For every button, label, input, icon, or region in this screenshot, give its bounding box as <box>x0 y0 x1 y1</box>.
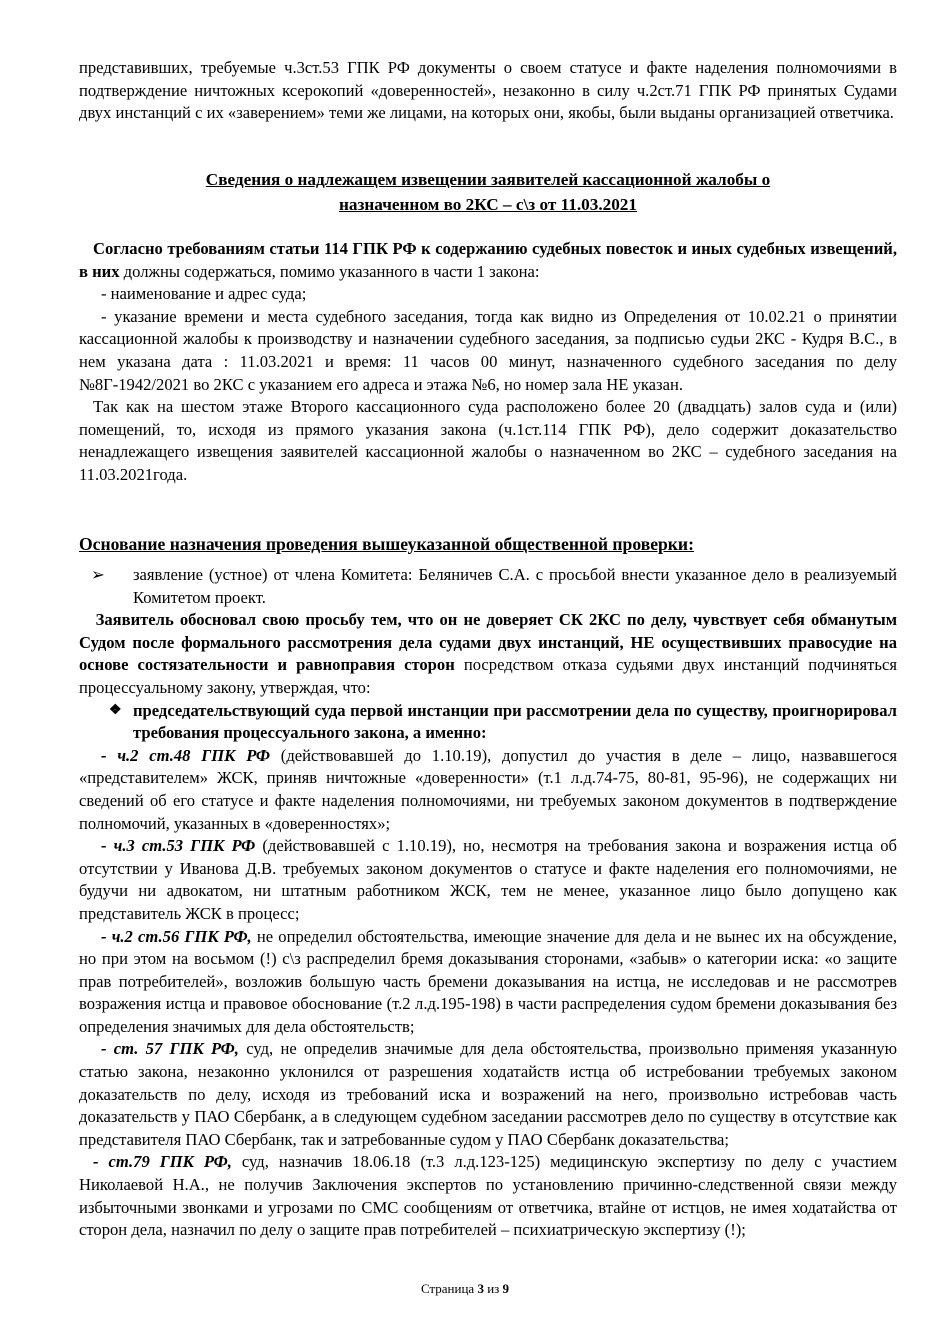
footer-page-number: 3 <box>477 1281 484 1296</box>
heading-notice <box>79 167 897 217</box>
violation-text: не определил обстоятельства, имеющие значение для дела и не вынес их на обсуждение, но при этом на восьмом (!) с\з распределил бремя доказывания сторонами, «забыв» о категории иска: «о защите прав потребителей», возложив большую часть бремени доказывания на истца, не исследовав и не рассмотрев возражения истца и правовое обоснование (т.2 л.д.195-198) в части распределения судом бремени доказывания без определения значимых для дела обстоятельств; <box>79 926 897 1036</box>
basis-claim-rest: посредством отказа судьями двух инстанций подчиняться процессуальному закону, утверждая, что: <box>79 655 897 697</box>
violation-text: (действовавшей до 1.10.19), допустил до участия в деле – лицо, назвавшегося «представителем» ЖСК, приняв ничтожные «доверенности» (т.1 л.д.74-75, 80-81, 95-96), не содержащих ни сведений об его статусе и факте наделения полномочиями, ни требуемых законом документов в подтверждение полномочий, указанных в «доверенностях»; <box>79 745 897 833</box>
violation-item: - ч.2 ст.56 ГПК РФ, не определил обстоятельства, имеющие значение для дела и не вынес их на обсуждение, но при этом на восьмом (!) с\з распределил бремя доказывания сторонами, «забыв» о категории иска: «о защите прав потребителей», возложив большую часть бремени доказывания на истца, не исследовав и не рассмотрев возражения истца и правовое обоснование (т.2 л.д.195-198) в части распределения судом бремени доказывания без определения значимых для дела обстоятельств; <box>79 926 897 1036</box>
arrow-bullet-icon: ➢ <box>91 565 105 584</box>
basis-arrow-text: заявление (устное) от члена Комитета: Беляничев С.А. с просьбой внести указанное дело в реализуемый Комитетом проект. <box>133 565 897 607</box>
basis-diamond-text: председательствующий суда первой инстанции при рассмотрении дела по существу, проигнорировал требования процессуального закона, а именно: <box>133 700 897 743</box>
diamond-bullet-icon: ❖ <box>109 702 122 718</box>
notice-conclusion: Так как на шестом этаже Второго кассационного суда расположено более 20 (двадцать) залов суда и (или) помещений, то, исходя из прямого указания закона (ч.1ст.114 ГПК РФ), дело содержит доказательство ненадлежащего извещения заявителей кассационной жалобы о назначенном во 2КС – судебного заседания на 11.03.2021года. <box>79 397 897 484</box>
violation-ref: ч.2 ст.48 ГПК РФ <box>117 745 271 765</box>
basis-claim-bold: Заявитель обосновал свою просьбу тем, что он не доверяет СК 2КС по делу, чувствует себя обманутым Судом после формального рассмотрения дела судами двух инстанций, НЕ осуществившиx правосудие на основе состязательности и равноправия сторон <box>79 610 897 675</box>
section-basis-body <box>79 564 897 1242</box>
intro-paragraph <box>79 57 897 125</box>
intro-paragraph-text: представивших, требуемые ч.3ст.53 ГПК РФ документы о своем статусе и факте наделения полномочиями в подтверждение ничтожных ксерокопий «доверенностей», незаконно в силу ч.2ст.71 ГПК РФ принятых Судами двух инстанций с их «заверением» теми же лицами, на которых они, якобы, были выданы организацией ответчика. <box>79 58 897 123</box>
basis-claim <box>79 609 897 699</box>
basis-diamond-item <box>109 700 897 745</box>
violation-item: - ст. 57 ГПК РФ, суд, не определив значимые для дела обстоятельства, произвольно применяя указанную статью закона, незаконно уклонился от разрешения ходатайств истца об истребовании требуемых законом доказательств по делу, исходя из требований иска и возражений на него, произвольно истребовав часть доказательств у ПАО Сбербанк, а в следующем судебном заседании рассмотрев дело по существу в отсутствие как представителя ПАО Сбербанк, так и затребованные судом у ПАО Сбербанк доказательства; <box>79 1039 897 1149</box>
violation-ref: ст. 57 ГПК РФ, <box>113 1039 239 1059</box>
notice-item-time: - указание времени и места судебного заседания, тогда как видно из Определения от 10.02.21 о принятии кассационной жалобы к производству и назначении судебного заседания, за подписью судьи 2КС - Кудря В.С., в нем указана дата : 11.03.2021 и время: 11 часов 00 минут, назначенного судебного заседания по делу №8Г-1942/2021 во 2КС с указанием его адреса и этажа №6, но номер зала НЕ указан. <box>79 306 897 394</box>
notice-item-court: - наименование и адрес суда; <box>101 284 307 304</box>
violation-ref: ч.3 ст.53 ГПК РФ <box>113 836 256 856</box>
footer-sep: из <box>483 1281 503 1296</box>
violation-ref: ч.2 ст.56 ГПК РФ, <box>111 926 252 946</box>
heading-notice-line2: назначенном во 2КС – с\з от 11.03.2021 <box>338 195 637 214</box>
violation-text: суд, не определив значимые для дела обстоятельства, произвольно применяя указанную статью закона, незаконно уклонился от разрешения ходатайств истца об истребовании требуемых законом доказательств по делу, исходя из требований иска и возражений на него, произвольно истребовав часть доказательств у ПАО Сбербанк, а в следующем судебном заседании рассмотрев дело по существу в отсутствие как представителя ПАО Сбербанк, так и затребованные судом у ПАО Сбербанк доказательства; <box>79 1039 897 1149</box>
violation-ref: ст.79 ГПК РФ, <box>108 1152 232 1172</box>
heading-notice-line1: Сведения о надлежащем извещении заявителей кассационной жалобы о <box>205 170 771 189</box>
notice-intro <box>79 238 897 283</box>
basis-arrow-item <box>79 564 897 609</box>
violation-text: (действовавшей с 1.10.19), но, несмотря на требования закона и возражения истца об отсутствии у Иванова Д.В. требуемых законом документов о статусе и факте наделения его полномочиями, не будучи ни адвокатом, ни штатным работником ЖСК, тем не менее, указанное лицо было допущено как представитель ЖСК в процесс; <box>79 836 897 923</box>
heading-basis: Основание назначения проведения вышеуказанной общественной проверки: <box>79 534 694 554</box>
violation-item: - ст.79 ГПК РФ, суд, назначив 18.06.18 (т.3 л.д.123-125) медицинскую экспертизу по делу с участием Николаевой Н.А., не получив Заключения экспертов по установлению причинно-следственной связи между избыточными звонками и угрозами по СМС сообщениям от ответчика, втайне от истцов, не имея ходатайства от сторон дела, назначил по делу о защите прав потребителей – психиатрическую экспертизу (!); <box>79 1152 898 1240</box>
page-footer <box>0 1281 930 1297</box>
footer-prefix: Страница <box>420 1281 478 1296</box>
notice-intro-bold: Согласно требованиям статьи 114 ГПК РФ к содержанию судебных повесток и иных судебных извещений, в них <box>79 239 897 281</box>
violation-item: - ч.3 ст.53 ГПК РФ (действовавшей с 1.10.19), но, несмотря на требования закона и возражения истца об отсутствии у Иванова Д.В. требуемых законом документов о статусе и факте наделения его полномочиями, не будучи ни адвокатом, ни штатным работником ЖСК, тем не менее, указанное лицо было допущено как представитель ЖСК в процесс; <box>79 836 897 923</box>
violation-text: суд, назначив 18.06.18 (т.3 л.д.123-125) медицинскую экспертизу по делу с участием Николаевой Н.А., не получив Заключения экспертов по установлению причинно-следственной связи между избыточными звонками и угрозами по СМС сообщениям от ответчика, втайне от истцов, не имея ходатайства от сторон дела, назначил по делу о защите прав потребителей – психиатрическую экспертизу (!); <box>79 1152 898 1240</box>
section-notice-body <box>79 238 897 487</box>
footer-page-total: 9 <box>502 1281 510 1296</box>
notice-intro-rest: должны содержаться, помимо указанного в части 1 закона: <box>119 261 540 281</box>
violation-item: - ч.2 ст.48 ГПК РФ (действовавшей до 1.10.19), допустил до участия в деле – лицо, назвавшегося «представителем» ЖСК, приняв ничтожные «доверенности» (т.1 л.д.74-75, 80-81, 95-96), не содержащих ни сведений об его статусе и факте наделения полномочиями, ни требуемых законом документов в подтверждение полномочий, указанных в «доверенностях»; <box>79 745 897 833</box>
